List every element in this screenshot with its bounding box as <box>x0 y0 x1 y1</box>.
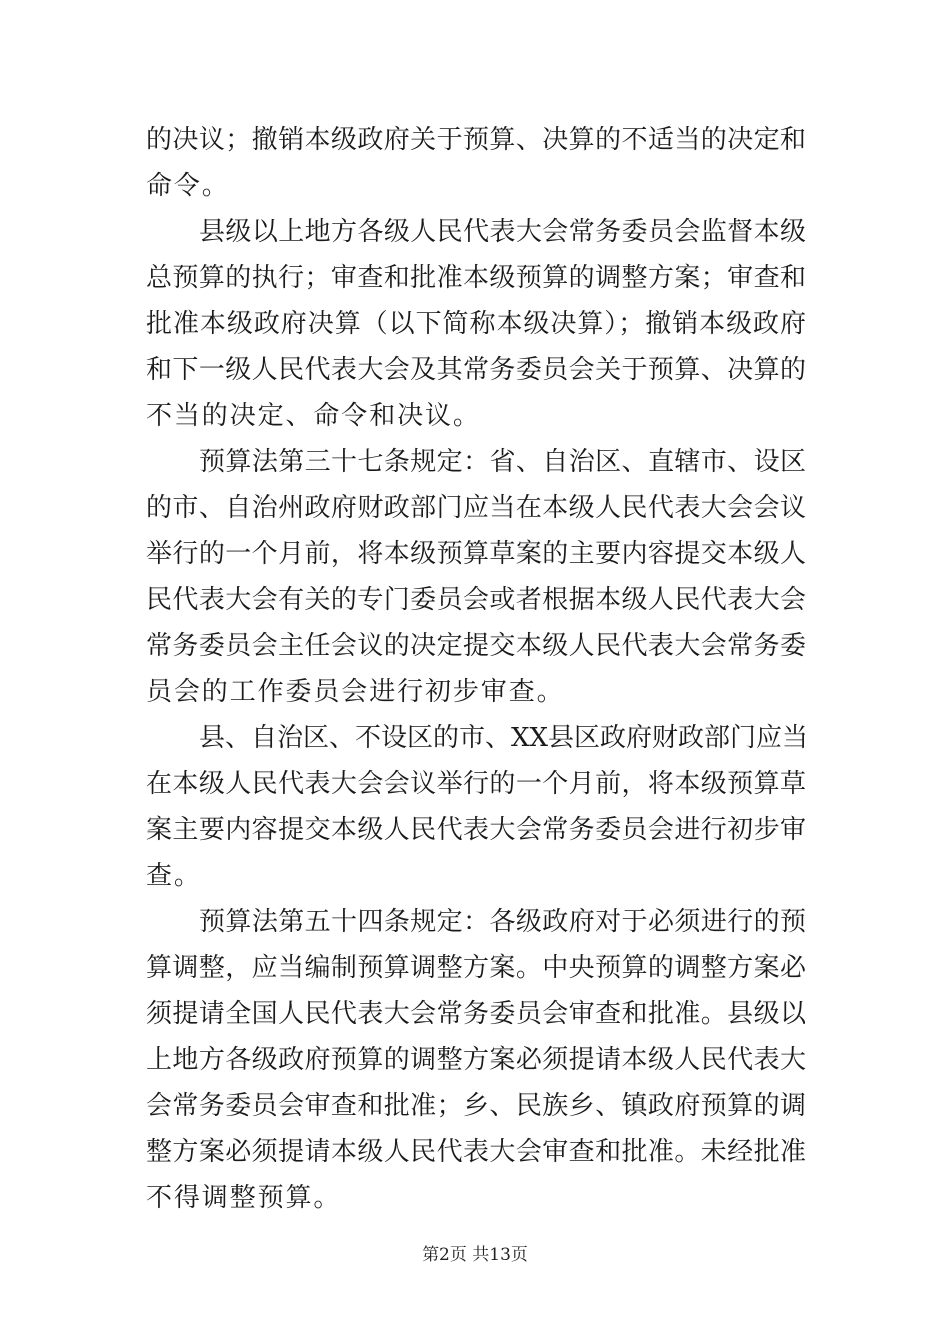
text-line: 的市、自治州政府财政部门应当在本级人民代表大会会议 <box>146 493 806 523</box>
text-line: 会常务委员会审查和批准；乡、民族乡、镇政府预算的调 <box>146 1091 806 1121</box>
text-line: 不当的决定、命令和决议。 <box>146 401 481 431</box>
text-line: 总预算的执行；审查和批准本级预算的调整方案；审查和 <box>146 263 806 293</box>
text-line: 须提请全国人民代表大会常务委员会审查和批准。县级以 <box>146 999 806 1029</box>
text-line: 上地方各级政府预算的调整方案必须提请本级人民代表大 <box>146 1045 806 1075</box>
text-line: 查。 <box>146 861 202 891</box>
text-line: 算调整，应当编制预算调整方案。中央预算的调整方案必 <box>146 953 806 983</box>
text-line: 县、自治区、不设区的市、XX县区政府财政部门应当 <box>199 723 809 753</box>
text-line: 不得调整预算。 <box>146 1183 342 1213</box>
document-body <box>146 117 809 1221</box>
text-line: 的决议；撤销本级政府关于预算、决算的不适当的决定和 <box>146 125 806 155</box>
text-line: 民代表大会有关的专门委员会或者根据本级人民代表大会 <box>146 585 806 615</box>
text-line: 县级以上地方各级人民代表大会常务委员会监督本级 <box>199 217 806 247</box>
text-line: 员会的工作委员会进行初步审查。 <box>146 677 565 707</box>
text-line: 预算法第三十七条规定：省、自治区、直辖市、设区 <box>199 447 806 477</box>
text-line: 批准本级政府决算（以下简称本级决算）；撤销本级政府 <box>146 309 806 339</box>
text-line: 案主要内容提交本级人民代表大会常务委员会进行初步审 <box>146 815 806 845</box>
text-line: 和下一级人民代表大会及其常务委员会关于预算、决算的 <box>146 355 806 385</box>
text-line: 整方案必须提请本级人民代表大会审查和批准。未经批准 <box>146 1137 806 1167</box>
text-line: 命令。 <box>146 171 230 201</box>
page-number-footer: 第2页 共13页 <box>422 1245 528 1265</box>
text-line: 在本级人民代表大会会议举行的一个月前，将本级预算草 <box>146 769 806 799</box>
text-line: 举行的一个月前，将本级预算草案的主要内容提交本级人 <box>146 539 806 569</box>
text-line: 常务委员会主任会议的决定提交本级人民代表大会常务委 <box>146 631 806 661</box>
text-line: 预算法第五十四条规定：各级政府对于必须进行的预 <box>199 907 806 937</box>
